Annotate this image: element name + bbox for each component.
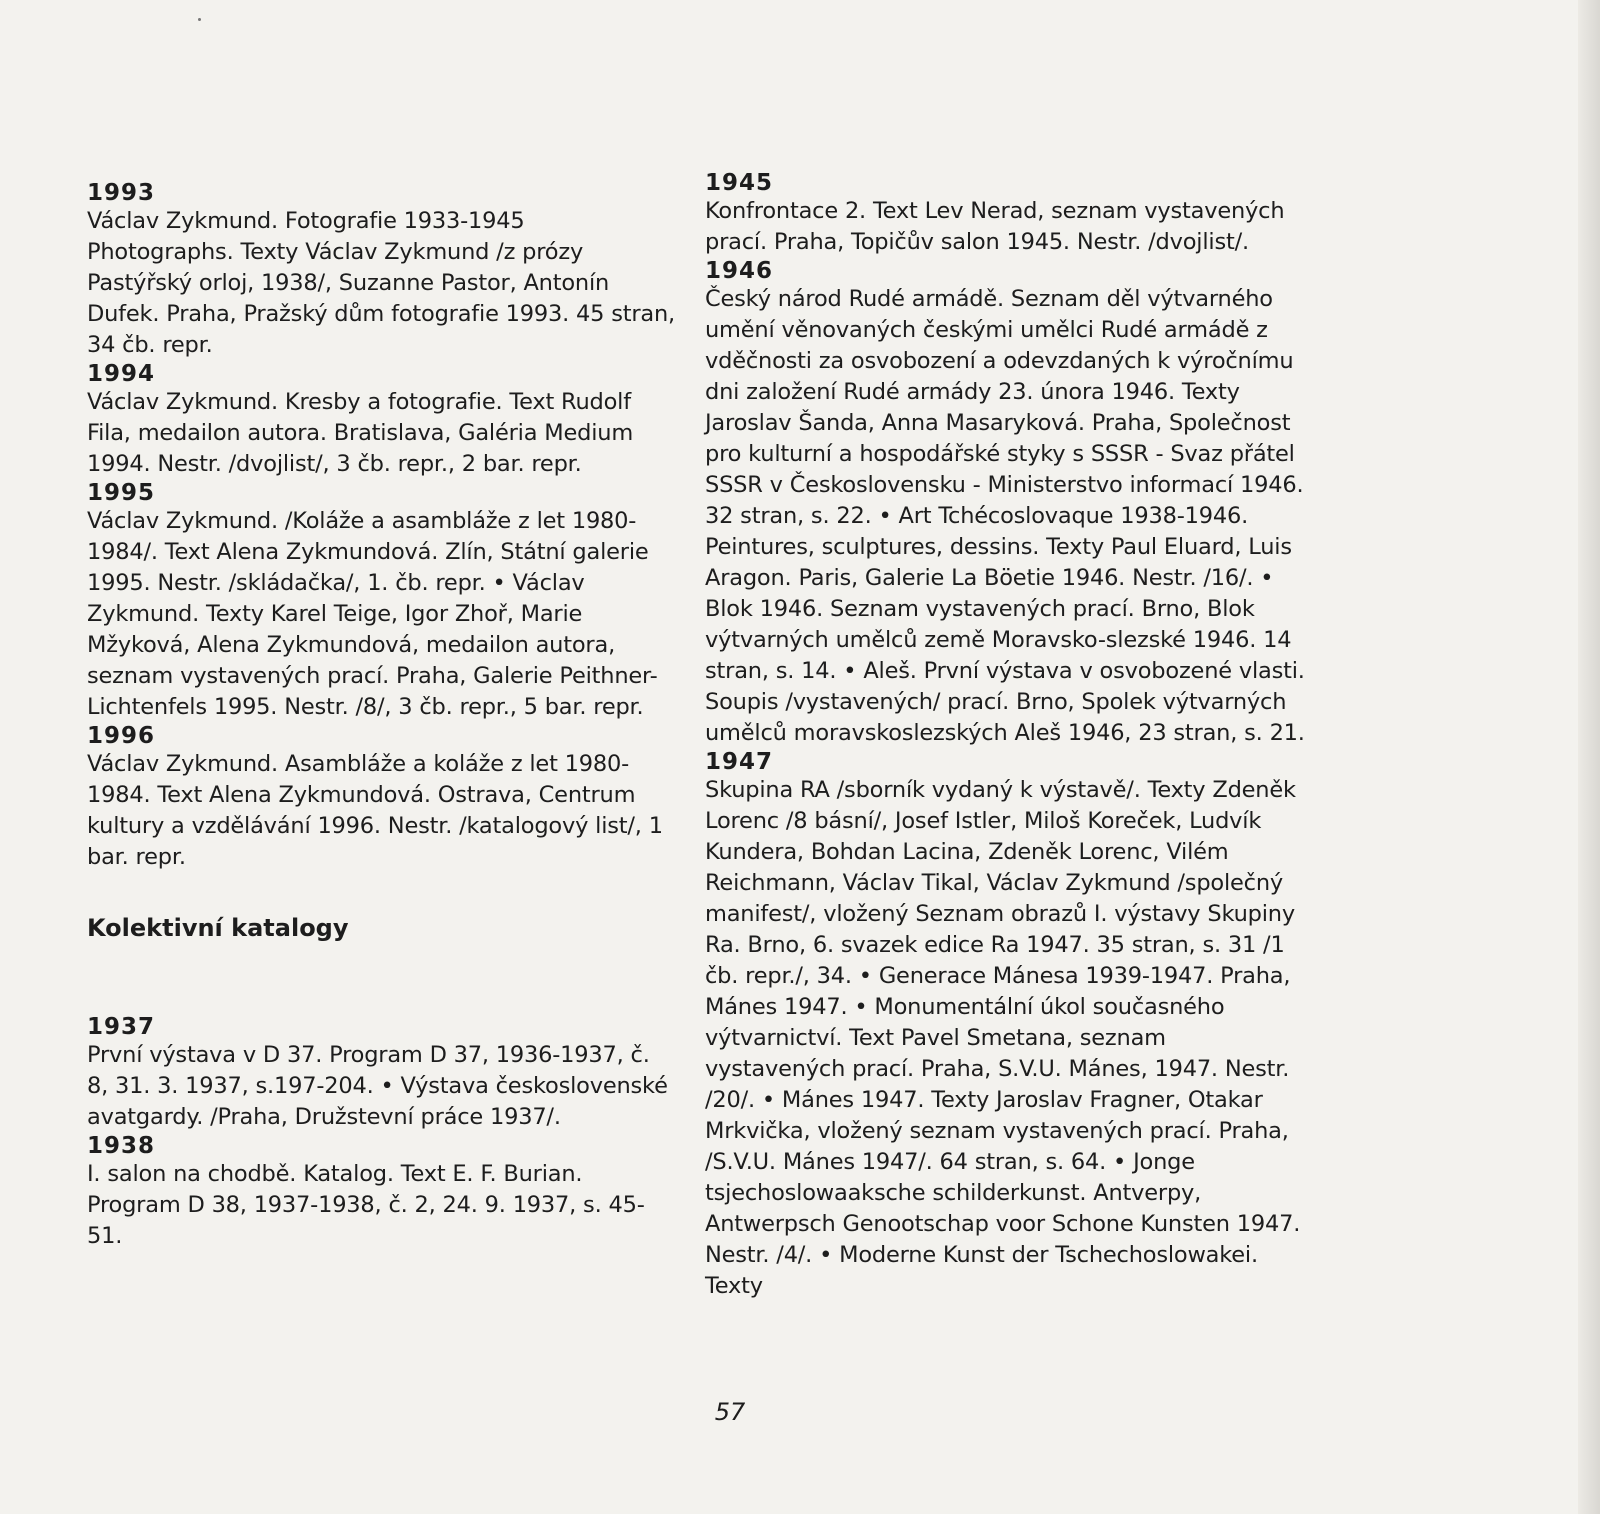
bibliography-entry-1945 [705,170,1305,258]
bibliography-entry-1993 [87,180,677,361]
left-column [87,180,677,1252]
entry-year: 1995 [87,480,156,506]
entry-year: 1993 [87,180,156,206]
entry-text: Skupina RA /sborník vydaný k výstavě/. Texty Zdeněk Lorenc /8 básní/, Josef Istler, Miloš Koreček, Ludvík Kundera, Bohdan Lacina, Zdeněk Lorenc, Vilém Reichmann, Václav Tikal, Václav Zykmund /společný manifest/, vložený Seznam obrazů I. výstavy Skupiny Ra. Brno, 6. svazek edice Ra 1947. 35 stran, s. 31 /1 čb. repr./, 34. • Generace Mánesa 1939-1947. Praha, Mánes 1947. • Monumentální úkol současného výtvarnictví. Text Pavel Smetana, seznam vystavených prací. Praha, S.V.U. Mánes, 1947. Nestr. /20/. • Mánes 1947. Texty Jaroslav Fragner, Otakar Mrkvička, vložený seznam vystavených prací. Praha, /S.V.U. Mánes 1947/. 64 stran, s. 64. • Jonge tsjechoslowaaksche schilderkunst. Antverpy, Antwerpsch Genootschap voor Schone Kunsten 1947. Nestr. /4/. • Moderne Kunst der Tschechoslowakei. Texty [705,777,1301,1299]
entry-text: Václav Zykmund. /Koláže a asambláže z let 1980-1984/. Text Alena Zykmundová. Zlín, Státní galerie 1995. Nestr. /skládačka/, 1. čb. repr. • Václav Zykmund. Texty Karel Teige, Igor Zhoř, Marie Mžyková, Alena Zykmundová, medailon autora, seznam vystavených prací. Praha, Galerie Peithner-Lichtenfels 1995. Nestr. /8/, 3 čb. repr., 5 bar. repr. [87,508,658,720]
entry-text: První výstava v D 37. Program D 37, 1936-1937, č. 8, 31. 3. 1937, s.197-204. • Výstava československé avatgardy. /Praha, Družstevní práce 1937/. [87,1042,668,1130]
entry-year: 1994 [87,361,156,387]
bibliography-entry-1994 [87,361,677,480]
bibliography-entry-1937 [87,1014,677,1133]
page-edge-shadow [1578,0,1600,1514]
bibliography-entry-1995 [87,480,677,723]
bibliography-entry-1996 [87,723,677,873]
entry-text: Václav Zykmund. Fotografie 1933-1945 Photographs. Texty Václav Zykmund /z prózy Pastýřský orloj, 1938/, Suzanne Pastor, Antonín Dufek. Praha, Pražský dům fotografie 1993. 45 stran, 34 čb. repr. [87,208,676,358]
entry-year: 1937 [87,1014,156,1040]
entry-year: 1946 [705,258,774,284]
entry-text: Václav Zykmund. Kresby a fotografie. Text Rudolf Fila, medailon autora. Bratislava, Galéria Medium 1994. Nestr. /dvojlist/, 3 čb. repr., 2 bar. repr. [87,389,634,477]
bibliography-entry-1938 [87,1133,677,1252]
page-number: 57 [714,1398,746,1426]
right-column [705,170,1305,1302]
entry-year: 1938 [87,1133,156,1159]
entry-year: 1947 [705,749,774,775]
entry-text: Václav Zykmund. Asambláže a koláže z let 1980-1984. Text Alena Zykmundová. Ostrava, Centrum kultury a vzdělávání 1996. Nestr. /katalogový list/, 1 bar. repr. [87,751,663,870]
entry-year: 1945 [705,170,774,196]
entry-year: 1996 [87,723,156,749]
entry-text: Český národ Rudé armádě. Seznam děl výtvarného umění věnovaných českými umělci Rudé armádě z vděčnosti za osvobození a odevzdaných k výročnímu dni založení Rudé armády 23. února 1946. Texty Jaroslav Šanda, Anna Masaryková. Praha, Společnost pro kulturní a hospodářské styky s SSSR - Svaz přátel SSSR v Československu - Ministerstvo informací 1946. 32 stran, s. 22. • Art Tchécoslovaque 1938-1946. Peintures, sculptures, dessins. Texty Paul Eluard, Luis Aragon. Paris, Galerie La Böetie 1946. Nestr. /16/. • Blok 1946. Seznam vystavených prací. Brno, Blok výtvarných umělců země Moravsko-slezské 1946. 14 stran, s. 14. • Aleš. První výstava v osvobozené vlasti. Soupis /vystavených/ prací. Brno, Spolek výtvarných umělců moravskoslezských Aleš 1946, 23 stran, s. 21. [705,286,1305,746]
section-heading: Kolektivní katalogy [87,914,349,942]
print-speck [198,18,201,21]
bibliography-entry-1947 [705,749,1305,1302]
entry-text: I. salon na chodbě. Katalog. Text E. F. Burian. Program D 38, 1937-1938, č. 2, 24. 9. 1937, s. 45-51. [87,1161,645,1249]
bibliography-entry-1946 [705,258,1305,749]
entry-text: Konfrontace 2. Text Lev Nerad, seznam vystavených prací. Praha, Topičův salon 1945. Nestr. /dvojlist/. [705,198,1285,255]
